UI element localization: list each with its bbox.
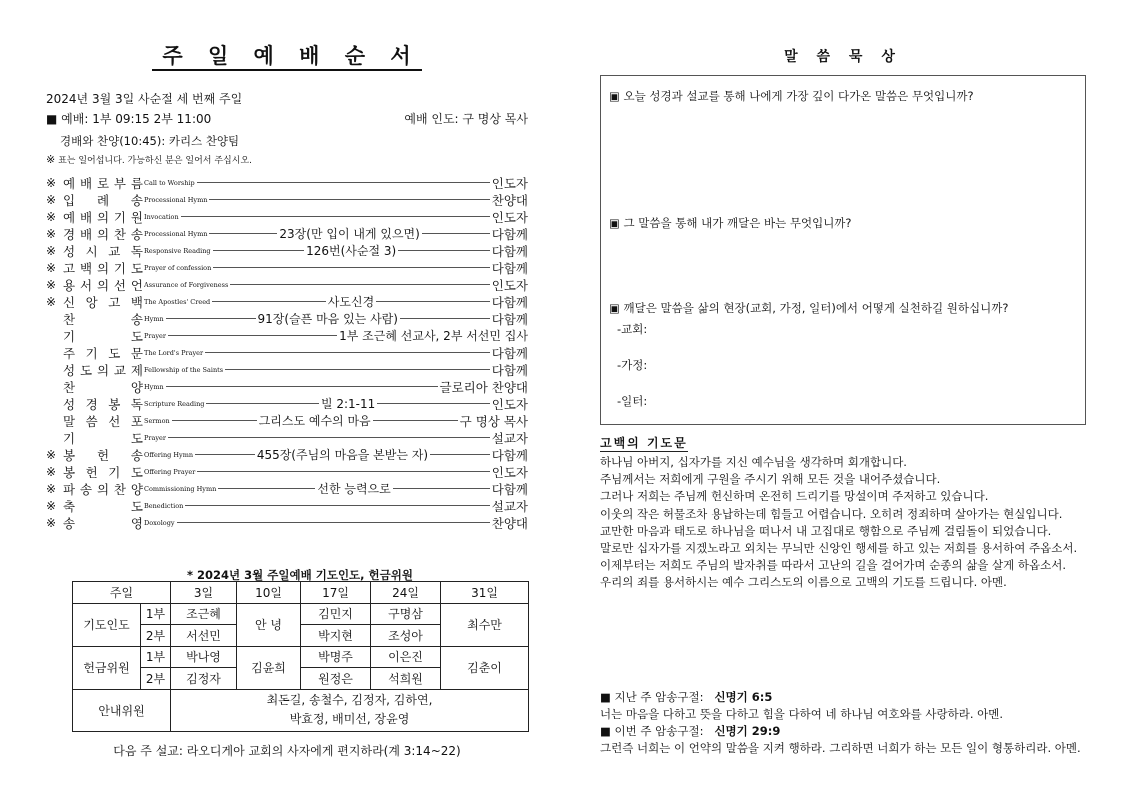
order-item-name-char: 기 — [63, 430, 76, 446]
order-item — [46, 514, 528, 531]
service-part: 2부 — [141, 625, 171, 647]
next-sermon: 다음 주 설교: 라오디게아 교회의 사자에게 편지하라(계 3:14~22) — [113, 744, 461, 758]
order-item-name-char: 기 — [85, 345, 98, 361]
meditation-title: 말 씀 묵 상 — [784, 49, 902, 65]
order-item-english: Responsive Reading — [144, 246, 211, 255]
order-item-name-char: 부 — [113, 175, 126, 191]
order-item — [46, 429, 528, 446]
confession-line: 우리의 죄를 용서하시는 예수 그리스도의 이름으로 고백의 기도를 드립니다. 아멘. — [600, 575, 1007, 590]
worship-order-page — [46, 0, 528, 789]
order-item-name-char: 기 — [63, 328, 76, 344]
standing-mark: ※ — [46, 209, 57, 224]
order-item-name-char: 양 — [130, 481, 143, 497]
order-item — [46, 225, 528, 242]
order-item-english: Offering Prayer — [144, 467, 196, 476]
order-item-leader: 다함께 — [491, 362, 528, 378]
standing-mark: ※ — [46, 481, 57, 496]
leader-line — [376, 301, 490, 302]
order-item-name-char: 독 — [130, 396, 143, 412]
order-item-name-char: 봉 — [63, 447, 76, 463]
order-item-english: Call to Worship — [144, 178, 195, 187]
order-item-name-char: 송 — [63, 515, 76, 531]
order-item-name-char: 름 — [130, 175, 143, 191]
order-item-english: Prayer — [144, 331, 166, 340]
order-item-name-char: 교 — [108, 243, 121, 259]
order-item-name — [63, 463, 143, 481]
order-item-detail: 선한 능력으로 — [317, 482, 391, 496]
order-item-name-char: 헌 — [96, 447, 110, 463]
order-item-name-char: 주 — [63, 345, 76, 361]
note-text: 표는 일어섭니다. 가능하신 분은 일어서 주십시오. — [58, 156, 253, 166]
order-item — [46, 497, 528, 514]
order-item-name — [63, 480, 143, 498]
order-item-name-char: 의 — [96, 260, 110, 276]
leader-line — [172, 420, 257, 421]
order-item-name-char: 축 — [63, 498, 76, 514]
leader-line — [206, 403, 318, 404]
standing-mark: ※ — [46, 243, 57, 258]
order-item-name-char: 고 — [108, 294, 121, 310]
order-item-english: Fellowship of the Saints — [144, 365, 224, 374]
leader-line — [230, 284, 489, 285]
order-item-name-char: 도 — [130, 464, 143, 480]
order-item-leader: 인도자 — [491, 175, 528, 191]
order-item-name-char: 원 — [130, 209, 143, 225]
order-item-name-char: 찬 — [113, 481, 126, 497]
order-item-leader: 다함께 — [491, 311, 528, 327]
order-item-name-char: 송 — [130, 447, 143, 463]
table-cell: 박나영 — [171, 646, 237, 668]
order-item-name-char: 경 — [63, 226, 76, 242]
table-cell: 조성아 — [371, 625, 441, 647]
leader-line — [166, 386, 438, 387]
table-cell: 최수만 — [441, 603, 529, 646]
order-item-name-char: 의 — [96, 226, 110, 242]
order-item-english: Prayer — [144, 433, 166, 442]
order-item-name — [63, 293, 143, 311]
standing-note — [46, 153, 252, 166]
standing-mark: ※ — [46, 464, 57, 479]
service-times: ■ 예배: 1부 09:15 2부 11:00 — [46, 112, 212, 126]
order-item-name-char: 문 — [130, 345, 143, 361]
standing-mark: ※ — [46, 498, 57, 513]
order-item-name-char: 용 — [63, 277, 76, 293]
this-week-verse-text: 그런즉 너희는 이 언약의 말씀을 지켜 행하라. 그리하면 너희가 하는 모든 일이 형통하리라. 아멘. — [600, 741, 1081, 755]
order-item-english: Commissioning Hymn — [144, 484, 217, 493]
order-item-name — [63, 497, 143, 515]
table-cell: 박지현 — [301, 625, 371, 647]
worship-order-list — [46, 174, 528, 531]
order-item-name-char: 찬 — [63, 311, 76, 327]
confession-line: 교만한 마음과 태도로 하나님을 떠나서 내 고집대로 행함으로 주님께 걸림돌이 되었습니다. — [600, 523, 1052, 538]
confession-line: 이제부터는 저희도 주님의 발자취를 따라서 고난의 길을 걸어가며 순종의 삶을 살게 하옵소서. — [600, 558, 1067, 573]
standing-mark: ※ — [46, 226, 57, 241]
order-item-name-char: 백 — [130, 294, 143, 310]
service-date: 2024년 3월 3일 사순절 세 번째 주일 — [46, 92, 243, 106]
order-item-english: Hymn — [144, 382, 164, 391]
order-item-name-char: 신 — [63, 294, 76, 310]
order-item-name-char: 성 — [63, 396, 76, 412]
order-item-english: Sermon — [144, 416, 170, 425]
order-item-detail: 그리스도 예수의 마음 — [258, 414, 371, 428]
leader-line — [181, 216, 490, 217]
confession-text — [600, 454, 1100, 592]
order-item-english: Prayer of confession — [144, 263, 212, 272]
order-item-english: Hymn — [144, 314, 164, 323]
confession-line: 말로만 십자가를 지겠노라고 외치는 무늬만 신앙인 행세를 하고 있는 저희를 용서하여 주옵소서. — [600, 541, 1078, 556]
order-item-detail: 126번(사순절 3) — [306, 244, 397, 258]
leader-line — [213, 250, 305, 251]
order-item — [46, 344, 528, 361]
table-row — [73, 603, 529, 625]
meditation-box — [600, 75, 1086, 425]
order-item-name — [63, 514, 143, 532]
last-week-verse-ref: 신명기 6:5 — [714, 690, 773, 704]
order-item-detail: 455장(주님의 마음을 본받는 자) — [256, 448, 429, 462]
usher-names-line: 최돈길, 송철수, 김정자, 김하연, — [266, 693, 433, 707]
order-item-name — [63, 276, 143, 294]
order-item — [46, 463, 528, 480]
order-item-name-char: 예 — [63, 209, 76, 225]
table-row — [73, 689, 529, 731]
order-item-name-char: 도 — [130, 430, 143, 446]
table-cell: 구명삼 — [371, 603, 441, 625]
leader-line — [195, 454, 255, 455]
schedule-table — [72, 581, 529, 732]
order-item-name-char: 성 — [63, 243, 76, 259]
order-item-name-char: 독 — [130, 243, 143, 259]
standing-mark: ※ — [46, 192, 57, 207]
order-item — [46, 174, 528, 191]
order-item-name-char: 언 — [130, 277, 143, 293]
order-item-name — [63, 378, 143, 396]
order-item-detail: 사도신경 — [327, 295, 375, 309]
order-item-name — [63, 310, 143, 328]
order-item — [46, 480, 528, 497]
order-item-name-char: 의 — [96, 209, 110, 225]
usher-names-line: 박효정, 배미선, 장윤영 — [289, 712, 410, 726]
standing-mark: ※ — [46, 515, 57, 530]
order-item-name-char: 성 — [63, 362, 76, 378]
table-row — [73, 646, 529, 668]
order-item-name-char: 파 — [63, 481, 76, 497]
order-item-name-char: 시 — [85, 243, 98, 259]
order-item-detail: 23장(만 입이 내게 있으면) — [279, 227, 420, 241]
usher-names — [171, 689, 529, 731]
order-item-name-char: 제 — [130, 362, 143, 378]
leader-line — [400, 318, 490, 319]
header-date: 10일 — [237, 582, 301, 604]
header-date: 24일 — [371, 582, 441, 604]
leader-line — [212, 301, 326, 302]
leader-line — [377, 403, 489, 404]
order-item — [46, 191, 528, 208]
leader-line — [373, 420, 458, 421]
order-item-name-char: 의 — [96, 481, 110, 497]
order-item — [46, 361, 528, 378]
order-item-english: Processional Hymn — [144, 229, 208, 238]
leader-line — [225, 369, 490, 370]
order-item-name-char: 의 — [96, 362, 110, 378]
order-item-name-char: 포 — [130, 413, 143, 429]
order-item-leader: 다함께 — [491, 243, 528, 259]
order-item-leader: 다함께 — [491, 260, 528, 276]
order-item-name-char: 도 — [130, 498, 143, 514]
order-item-name — [63, 344, 143, 362]
table-cell: 김민지 — [301, 603, 371, 625]
note-mark: ※ — [46, 153, 56, 166]
leader-line — [185, 505, 489, 506]
standing-mark: ※ — [46, 277, 57, 292]
table-cell: 조근혜 — [171, 603, 237, 625]
order-item-leader: 다함께 — [491, 345, 528, 361]
order-item-name-char: 기 — [108, 464, 121, 480]
confession-line: 그러나 저희는 주님께 헌신하며 온전히 드리기를 망설이며 주저하고 있습니다. — [600, 489, 989, 504]
page-title: 주 일 예 배 순 서 — [46, 40, 528, 70]
order-item — [46, 446, 528, 463]
order-item-leader: 찬양대 — [491, 192, 528, 208]
order-item-leader: 인도자 — [491, 209, 528, 225]
order-item-name-char: 말 — [63, 413, 76, 429]
order-item-name — [63, 174, 143, 192]
answer-work: -일터: — [617, 394, 648, 408]
order-item — [46, 412, 528, 429]
order-item-english: Benediction — [144, 501, 184, 510]
confession-title: 고백의 기도문 — [600, 436, 688, 450]
order-item-leader: 인도자 — [491, 277, 528, 293]
order-item-name-char: 도 — [79, 362, 93, 378]
order-item-name-char: 송 — [79, 481, 93, 497]
leader-line — [430, 454, 490, 455]
header-date: 17일 — [301, 582, 371, 604]
answer-church: -교회: — [617, 322, 648, 336]
order-item-leader: 다함께 — [491, 294, 528, 310]
order-item-name — [63, 361, 143, 379]
order-item-name-char: 봉 — [108, 396, 121, 412]
order-item-name-char: 교 — [113, 362, 126, 378]
order-item-name-char: 찬 — [63, 379, 76, 395]
order-item-name — [63, 208, 143, 226]
order-item-english: The Apostles' Creed — [144, 297, 211, 306]
standing-mark: ※ — [46, 447, 57, 462]
order-item-name-char: 기 — [113, 260, 126, 276]
order-item-leader: 인도자 — [491, 396, 528, 412]
order-item-name-char: 양 — [130, 379, 143, 395]
leader-line — [168, 437, 490, 438]
order-item-leader: 설교자 — [491, 498, 528, 514]
order-item — [46, 378, 528, 395]
leader-line — [197, 471, 489, 472]
row-label-prayer: 기도인도 — [73, 603, 141, 646]
order-item — [46, 276, 528, 293]
row-label-usher: 안내위원 — [73, 689, 171, 731]
leader-line — [213, 267, 489, 268]
order-item-name-char: 송 — [130, 311, 143, 327]
order-item-name-char: 도 — [130, 260, 143, 276]
order-item — [46, 327, 528, 344]
order-item-detail: 빌 2:1-11 — [320, 397, 376, 411]
praise-team: 경배와 찬양(10:45): 카리스 찬양팀 — [60, 134, 240, 148]
service-leader: 예배 인도: 구 명상 목사 — [404, 112, 528, 126]
order-item-name-char: 의 — [96, 277, 110, 293]
order-item-name-char: 선 — [108, 413, 121, 429]
order-item-name-char: 씀 — [85, 413, 98, 429]
order-item-name — [63, 412, 143, 430]
leader-line — [422, 233, 490, 234]
question-3: ▣ 깨달은 말씀을 삶의 현장(교회, 가정, 일터)에서 어떻게 실천하길 원하십니까? — [609, 301, 1009, 315]
order-item-name-char: 앙 — [85, 294, 98, 310]
order-item-name-char: 헌 — [85, 464, 98, 480]
service-part: 1부 — [141, 646, 171, 668]
order-item-name-char: 례 — [96, 192, 110, 208]
order-item-name-char: 경 — [85, 396, 98, 412]
order-item-name-char: 봉 — [63, 464, 76, 480]
order-item-name — [63, 242, 143, 260]
order-item-leader: 글로리아 찬양대 — [439, 379, 528, 395]
standing-mark: ※ — [46, 175, 57, 190]
this-week-verse-ref: 신명기 29:9 — [714, 724, 781, 738]
order-item — [46, 395, 528, 412]
leader-line — [177, 522, 490, 523]
order-item-name-char: 서 — [79, 277, 93, 293]
leader-line — [393, 488, 490, 489]
order-item-english: Doxology — [144, 518, 175, 527]
table-cell: 서선민 — [171, 625, 237, 647]
order-item — [46, 208, 528, 225]
table-cell: 박명주 — [301, 646, 371, 668]
order-item — [46, 242, 528, 259]
order-item-name-char: 배 — [79, 226, 93, 242]
order-item-name-char: 기 — [113, 209, 126, 225]
order-item-name-char: 예 — [63, 175, 76, 191]
order-item-name-char: 선 — [113, 277, 126, 293]
table-cell: 김춘이 — [441, 646, 529, 689]
this-week-verse-label: ■ 이번 주 암송구절: 신명기 29:9 — [600, 724, 781, 738]
order-item-name — [63, 259, 143, 277]
table-cell: 원정은 — [301, 668, 371, 690]
order-item-name-char: 찬 — [113, 226, 126, 242]
order-item-detail: 1부 조근혜 선교사, 2부 서선민 집사 — [339, 329, 528, 343]
order-item-name-char: 배 — [79, 209, 93, 225]
order-item — [46, 259, 528, 276]
order-item-name — [63, 327, 143, 345]
order-item-leader: 다함께 — [491, 481, 528, 497]
answer-home: -가정: — [617, 358, 648, 372]
order-item-leader: 다함께 — [491, 447, 528, 463]
table-cell: 석희원 — [371, 668, 441, 690]
header-date: 31일 — [441, 582, 529, 604]
order-item-name-char: 도 — [108, 345, 121, 361]
service-times-line — [46, 110, 528, 127]
order-item-leader: 다함께 — [491, 226, 528, 242]
order-item-english: Invocation — [144, 212, 179, 221]
order-item-name — [63, 191, 143, 209]
order-item-english: Scripture Reading — [144, 399, 205, 408]
order-item-english: Assurance of Forgiveness — [144, 280, 229, 289]
order-item-name — [63, 395, 143, 413]
table-cell: 김윤희 — [237, 646, 301, 689]
order-item-name-char: 송 — [130, 192, 143, 208]
order-item-leader: 찬양대 — [491, 515, 528, 531]
order-item-leader: 구 명상 목사 — [459, 413, 528, 429]
table-cell: 김정자 — [171, 668, 237, 690]
question-1: ▣ 오늘 성경과 설교를 통해 나에게 가장 깊이 다가온 말씀은 무엇입니까? — [609, 89, 974, 103]
order-item-name-char: 로 — [96, 175, 110, 191]
table-cell: 이은진 — [371, 646, 441, 668]
header-sunday: 주일 — [73, 582, 171, 604]
order-item-name-char: 영 — [130, 515, 143, 531]
leader-line — [218, 488, 315, 489]
order-item-name — [63, 429, 143, 447]
meditation-page — [598, 0, 1088, 789]
order-item-name-char: 백 — [79, 260, 93, 276]
table-cell: 안 녕 — [237, 603, 301, 646]
last-week-verse-label: ■ 지난 주 암송구절: 신명기 6:5 — [600, 690, 773, 704]
confession-line: 이웃의 작은 허물조차 용납하는데 힘들고 어렵습니다. 오히려 정죄하며 살아가는 현실입니다. — [600, 506, 1063, 521]
service-part: 1부 — [141, 603, 171, 625]
last-week-verse-text: 너는 마음을 다하고 뜻을 다하고 힘을 다하여 네 하나님 여호와를 사랑하라. 아멘. — [600, 707, 1004, 721]
service-part: 2부 — [141, 668, 171, 690]
order-item-english: The Lord's Prayer — [144, 348, 204, 357]
confession-line: 주님께서는 저희에게 구원을 주시기 위해 모든 것을 내어주셨습니다. — [600, 472, 941, 487]
leader-line — [209, 233, 277, 234]
leader-line — [197, 182, 490, 183]
leader-line — [209, 199, 489, 200]
order-item-english: Offering Hymn — [144, 450, 194, 459]
standing-mark: ※ — [46, 294, 57, 309]
order-item-detail: 91장(슬픈 마음 있는 사람) — [257, 312, 398, 326]
question-2: ▣ 그 말씀을 통해 내가 깨달은 바는 무엇입니까? — [609, 216, 852, 230]
order-item-name-char: 송 — [130, 226, 143, 242]
order-item-english: Processional Hymn — [144, 195, 208, 204]
leader-line — [166, 318, 256, 319]
order-item-leader: 인도자 — [491, 464, 528, 480]
header-date: 3일 — [171, 582, 237, 604]
order-item-name-char: 고 — [63, 260, 76, 276]
order-item-name-char: 입 — [63, 192, 76, 208]
row-label-offering: 헌금위원 — [73, 646, 141, 689]
order-item-name-char: 배 — [79, 175, 93, 191]
schedule-table-title: * 2024년 3월 주일예배 기도인도, 헌금위원 — [187, 568, 413, 582]
order-item-name — [63, 225, 143, 243]
order-item-name-char: 도 — [130, 328, 143, 344]
confession-line: 하나님 아버지, 십자가를 지신 예수님을 생각하며 회개합니다. — [600, 455, 907, 469]
leader-line — [168, 335, 337, 336]
order-item — [46, 310, 528, 327]
leader-line — [398, 250, 490, 251]
standing-mark: ※ — [46, 260, 57, 275]
leader-line — [205, 352, 490, 353]
order-item-leader: 설교자 — [491, 430, 528, 446]
order-item-name — [63, 446, 143, 464]
table-row — [73, 582, 529, 604]
order-item — [46, 293, 528, 310]
